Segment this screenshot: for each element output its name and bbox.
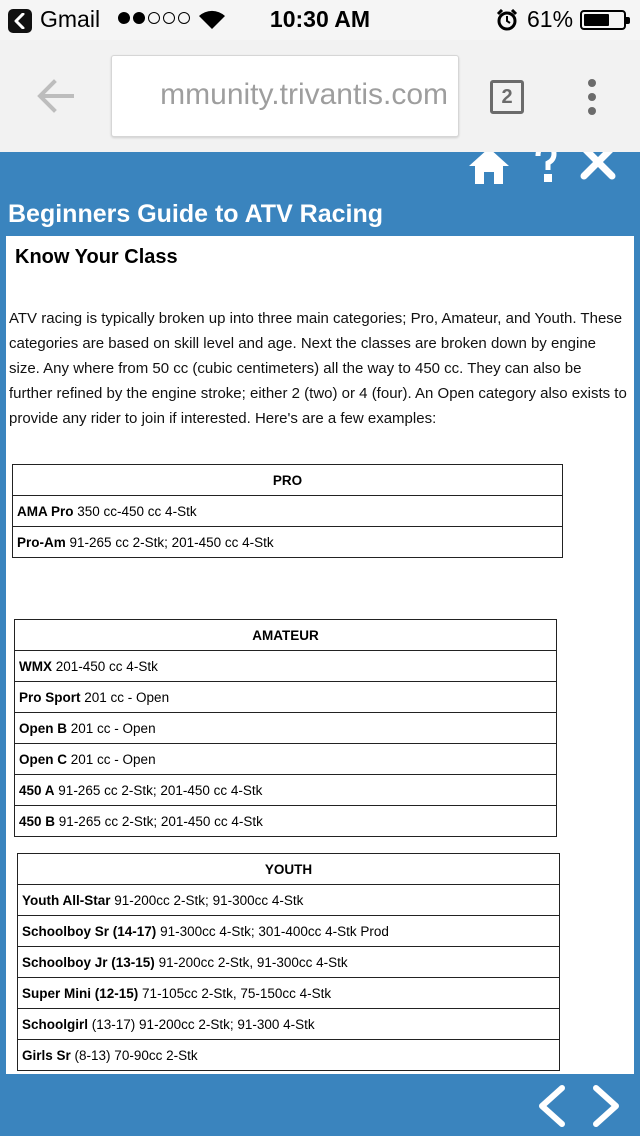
- table-header: PRO: [13, 465, 563, 496]
- class-detail: 91-300cc 4-Stk; 301-400cc 4-Stk Prod: [160, 923, 389, 939]
- class-name: Schoolgirl: [22, 1016, 89, 1032]
- class-detail: 91-265 cc 2-Stk; 201-450 cc 4-Stk: [58, 782, 263, 798]
- class-detail: 91-265 cc 2-Stk; 201-450 cc 4-Stk: [69, 534, 274, 550]
- close-icon[interactable]: [580, 152, 616, 184]
- pro-table: [12, 464, 563, 558]
- browser-toolbar: [0, 40, 640, 152]
- class-detail: 201 cc - Open: [84, 689, 170, 705]
- class-name: Open B: [19, 720, 68, 736]
- youth-table: [17, 853, 560, 1071]
- help-icon[interactable]: [534, 152, 558, 184]
- class-name: Open C: [19, 751, 68, 767]
- table-row: [18, 1040, 560, 1071]
- page-title: Beginners Guide to ATV Racing: [8, 200, 384, 228]
- table-row: [18, 885, 560, 916]
- class-detail: 91-200cc 2-Stk; 91-300cc 4-Stk: [114, 892, 304, 908]
- content-panel[interactable]: [6, 236, 634, 1074]
- class-name: Pro Sport: [19, 689, 81, 705]
- class-name: 450 B: [19, 813, 56, 829]
- class-detail: 350 cc-450 cc 4-Stk: [77, 503, 197, 519]
- browser-menu-icon[interactable]: [588, 79, 596, 115]
- home-icon[interactable]: [466, 152, 512, 184]
- table-row: [18, 916, 560, 947]
- bottom-nav-bar: [0, 1074, 640, 1136]
- class-name: Schoolboy Sr (14-17): [22, 923, 157, 939]
- table-row: [15, 806, 557, 837]
- class-name: 450 A: [19, 782, 55, 798]
- table-row: [15, 713, 557, 744]
- chevron-left-icon[interactable]: [534, 1084, 570, 1128]
- class-detail: (8-13) 70-90cc 2-Stk: [74, 1047, 198, 1063]
- tab-switcher-button[interactable]: 2: [490, 80, 524, 114]
- table-row: [13, 527, 563, 558]
- status-time: 10:30 AM: [269, 6, 371, 32]
- course-toolbar: [0, 152, 640, 188]
- table-row: [18, 1009, 560, 1040]
- table-row: [18, 947, 560, 978]
- address-text: mmunity.trivantis.com: [160, 78, 448, 111]
- class-detail: 71-105cc 2-Stk, 75-150cc 4-Stk: [142, 985, 332, 1001]
- table-header: YOUTH: [18, 854, 560, 885]
- class-name: Youth All-Star: [22, 892, 111, 908]
- class-name: Super Mini (12-15): [22, 985, 139, 1001]
- alarm-icon: [496, 9, 518, 31]
- title-bar: [0, 188, 640, 236]
- class-name: Girls Sr: [22, 1047, 71, 1063]
- back-to-app-label[interactable]: Gmail: [40, 6, 101, 32]
- class-detail: 91-265 cc 2-Stk; 201-450 cc 4-Stk: [58, 813, 263, 829]
- table-row: [18, 978, 560, 1009]
- class-detail: (13-17) 91-200cc 2-Stk; 91-300 4-Stk: [91, 1016, 315, 1032]
- browser-back-icon[interactable]: [36, 76, 76, 116]
- class-name: Schoolboy Jr (13-15): [22, 954, 155, 970]
- table-row: [15, 651, 557, 682]
- table-row: [15, 775, 557, 806]
- class-name: WMX: [19, 658, 52, 674]
- table-row: [13, 496, 563, 527]
- class-name: AMA Pro: [17, 503, 74, 519]
- chevron-right-icon[interactable]: [588, 1084, 624, 1128]
- intro-paragraph: ATV racing is typically broken up into three main categories; Pro, Amateur, and Youth. These categories are based on skill level and age. Next the classes are broken down by engine size. Any where from 50 cc (cubic centimeters) all the way to 450 cc. They can also be further refined by the engine stroke; either 2 (two) or 4 (four). An Open category also exists to provide any rider to join if interested. Here's are a few examples:: [9, 310, 627, 427]
- battery-icon: [580, 10, 626, 30]
- status-bar: [0, 0, 640, 40]
- class-detail: 201 cc - Open: [70, 751, 156, 767]
- class-name: Pro-Am: [17, 534, 66, 550]
- table-header: AMATEUR: [15, 620, 557, 651]
- table-row: [15, 682, 557, 713]
- class-detail: 91-200cc 2-Stk, 91-300cc 4-Stk: [158, 954, 348, 970]
- section-heading: Know Your Class: [15, 246, 178, 268]
- frame-right: [634, 236, 640, 1074]
- class-detail: 201-450 cc 4-Stk: [55, 658, 158, 674]
- class-detail: 201 cc - Open: [70, 720, 156, 736]
- battery-percent: 61%: [527, 6, 574, 32]
- address-bar[interactable]: [111, 55, 459, 137]
- table-row: [15, 744, 557, 775]
- amateur-table: [14, 619, 557, 837]
